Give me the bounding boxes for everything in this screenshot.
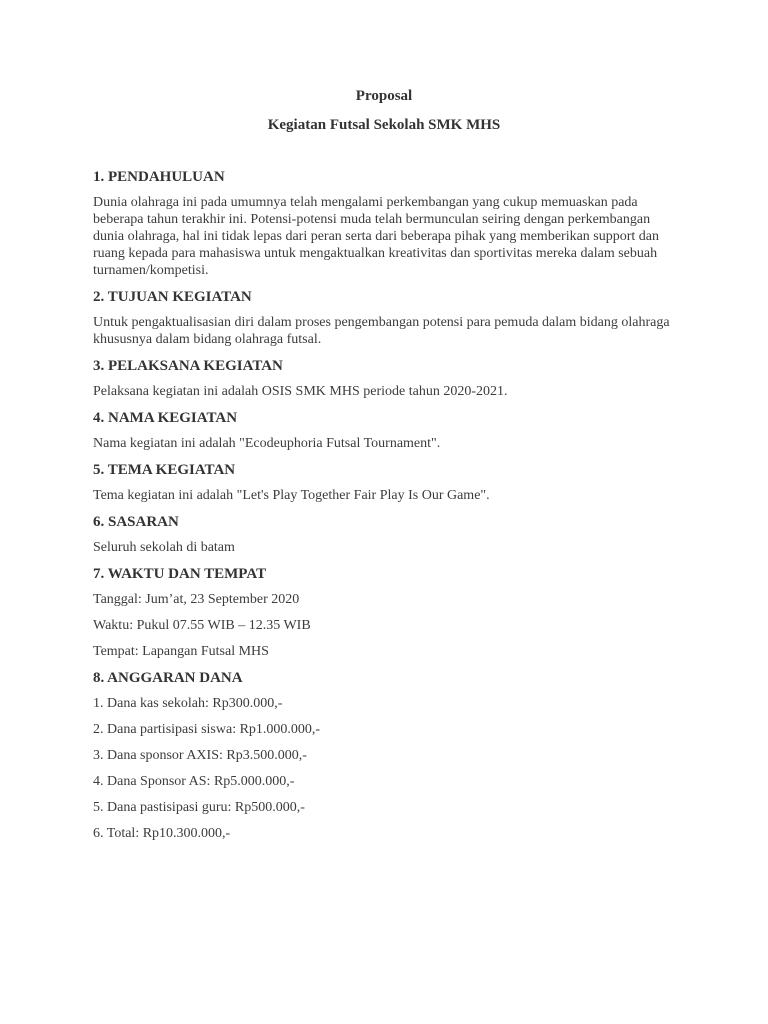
section-heading-tema: 5. TEMA KEGIATAN [93,462,236,478]
section-heading-sasaran: 6. SASARAN [93,514,179,530]
waktu-jam: Waktu: Pukul 07.55 WIB – 12.35 WIB [93,618,311,633]
anggaran-item: 3. Dana sponsor AXIS: Rp3.500.000,- [93,748,307,763]
anggaran-item: 5. Dana pastisipasi guru: Rp500.000,- [93,800,305,815]
section-text-tema: Tema kegiatan ini adalah "Let's Play Together Fair Play Is Our Game". [93,488,490,503]
section-heading-pendahuluan: 1. PENDAHULUAN [93,169,225,185]
section-text-tujuan: Untuk pengaktualisasian diri dalam proses pengembangan potensi para pemuda dalam bidang olahraga khususnya dalam bidang olahraga futsal. [93,315,670,347]
document-subtitle: Kegiatan Futsal Sekolah SMK MHS [267,117,501,133]
section-text-nama: Nama kegiatan ini adalah "Ecodeuphoria Futsal Tournament". [93,436,441,451]
anggaran-item: 4. Dana Sponsor AS: Rp5.000.000,- [93,774,295,789]
section-heading-tujuan: 2. TUJUAN KEGIATAN [93,289,252,305]
section-text-sasaran: Seluruh sekolah di batam [93,540,235,555]
section-text-pelaksana: Pelaksana kegiatan ini adalah OSIS SMK MHS periode tahun 2020-2021. [93,384,508,399]
section-heading-pelaksana: 3. PELAKSANA KEGIATAN [93,358,283,374]
document-title: Proposal [355,88,413,104]
section-heading-waktu: 7. WAKTU DAN TEMPAT [93,566,267,582]
document-body [93,168,683,851]
section-heading-anggaran: 8. ANGGARAN DANA [93,670,243,686]
anggaran-total: 6. Total: Rp10.300.000,- [93,826,231,841]
waktu-tempat: Tempat: Lapangan Futsal MHS [93,644,269,659]
section-text-pendahuluan: Dunia olahraga ini pada umumnya telah mengalami perkembangan yang cukup memuaskan pada beberapa tahun terakhir ini. Potensi-potensi muda telah bermunculan seiring dengan perkembangan dunia olahraga, hal ini tidak lepas dari peran serta dari beberapa pihak yang memberikan support dan ruang kepada para mahasiswa untuk mengaktualkan kreativitas dan sportivitas mereka dalam sebuah turnamen/kompetisi. [93,195,660,278]
anggaran-item: 2. Dana partisipasi siswa: Rp1.000.000,- [93,722,321,737]
anggaran-item: 1. Dana kas sekolah: Rp300.000,- [93,696,283,711]
waktu-tanggal: Tanggal: Jum’at, 23 September 2020 [93,592,300,607]
section-heading-nama: 4. NAMA KEGIATAN [93,410,238,426]
